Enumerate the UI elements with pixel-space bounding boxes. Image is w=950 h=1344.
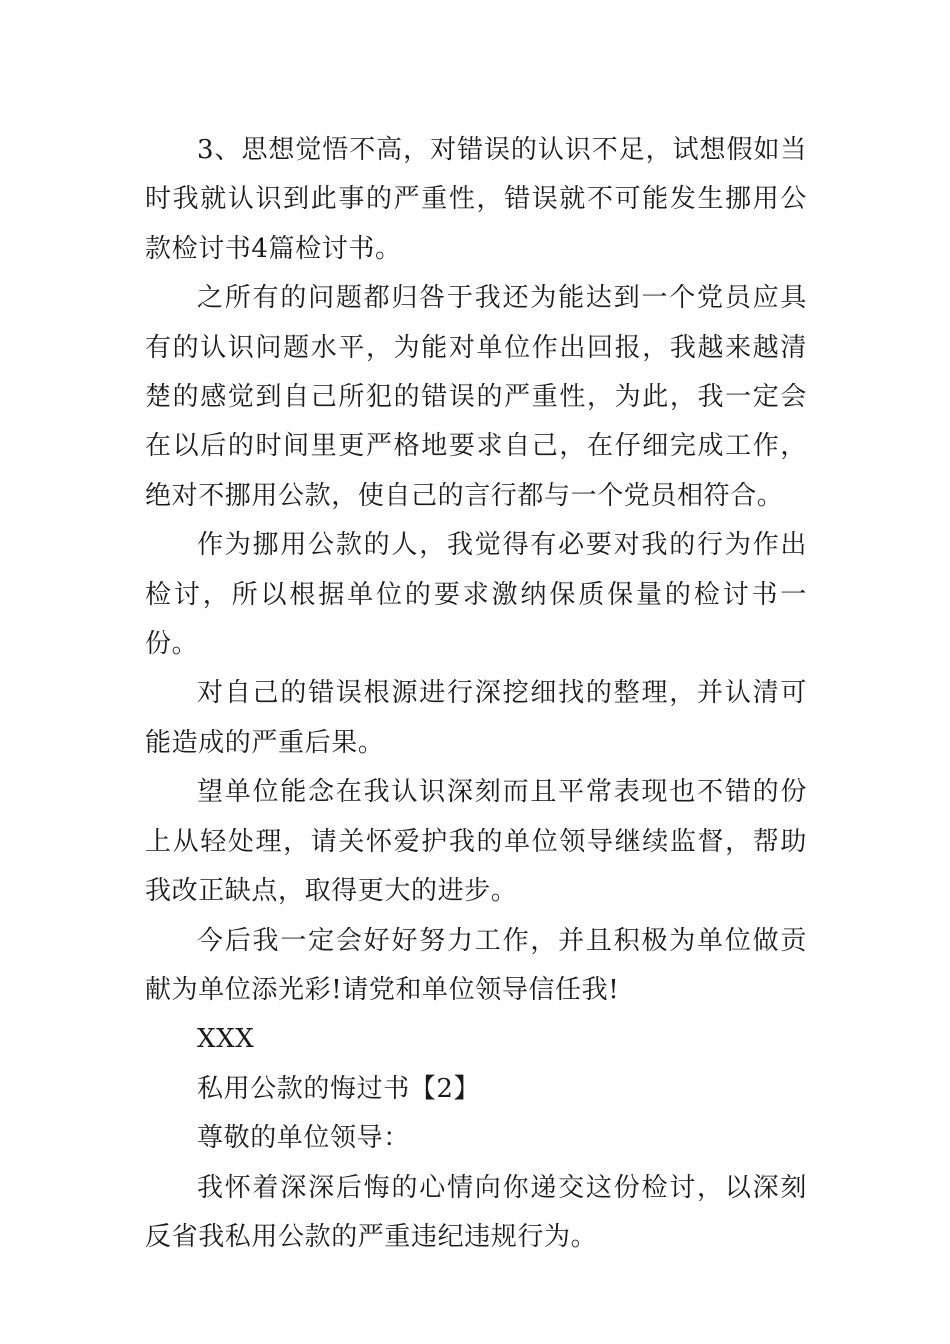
paragraph-4: 对自己的错误根源进行深挖细找的整理，并认清可能造成的严重后果。 bbox=[145, 678, 807, 758]
paragraph-5: 望单位能念在我认识深刻而且平常表现也不错的份上从轻处理，请关怀爱护我的单位领导继续监督，帮助我改正缺点，取得更大的进步。 bbox=[145, 777, 807, 907]
paragraph-7: 我怀着深深后悔的心情向你递交这份检讨，以深刻反省我私用公款的严重违纪违规行为。 bbox=[145, 1172, 807, 1252]
signature: XXX bbox=[197, 1024, 255, 1055]
salutation: 尊敬的单位领导： bbox=[197, 1123, 410, 1154]
section-heading: 私用公款的悔过书【2】 bbox=[197, 1073, 481, 1104]
document-body bbox=[145, 126, 807, 1262]
paragraph-1: 3、思想觉悟不高，对错误的认识不足，试想假如当时我就认识到此事的严重性，错误就不可能发生挪用公款检讨书4篇检讨书。 bbox=[145, 135, 807, 264]
paragraph-2: 之所有的问题都归咎于我还为能达到一个党员应具有的认识问题水平，为能对单位作出回报，我越来越清楚的感觉到自己所犯的错误的严重性，为此，我一定会在以后的时间里更严格地要求自己，在仔细完成工作，绝对不挪用公款，使自己的言行都与一个党员相符合。 bbox=[145, 283, 807, 511]
paragraph-6: 今后我一定会好好努力工作，并且积极为单位做贡献为单位添光彩!请党和单位领导信任我! bbox=[145, 925, 807, 1005]
paragraph-3: 作为挪用公款的人，我觉得有必要对我的行为作出检讨，所以根据单位的要求激纳保质保量的检讨书一份。 bbox=[145, 530, 807, 660]
